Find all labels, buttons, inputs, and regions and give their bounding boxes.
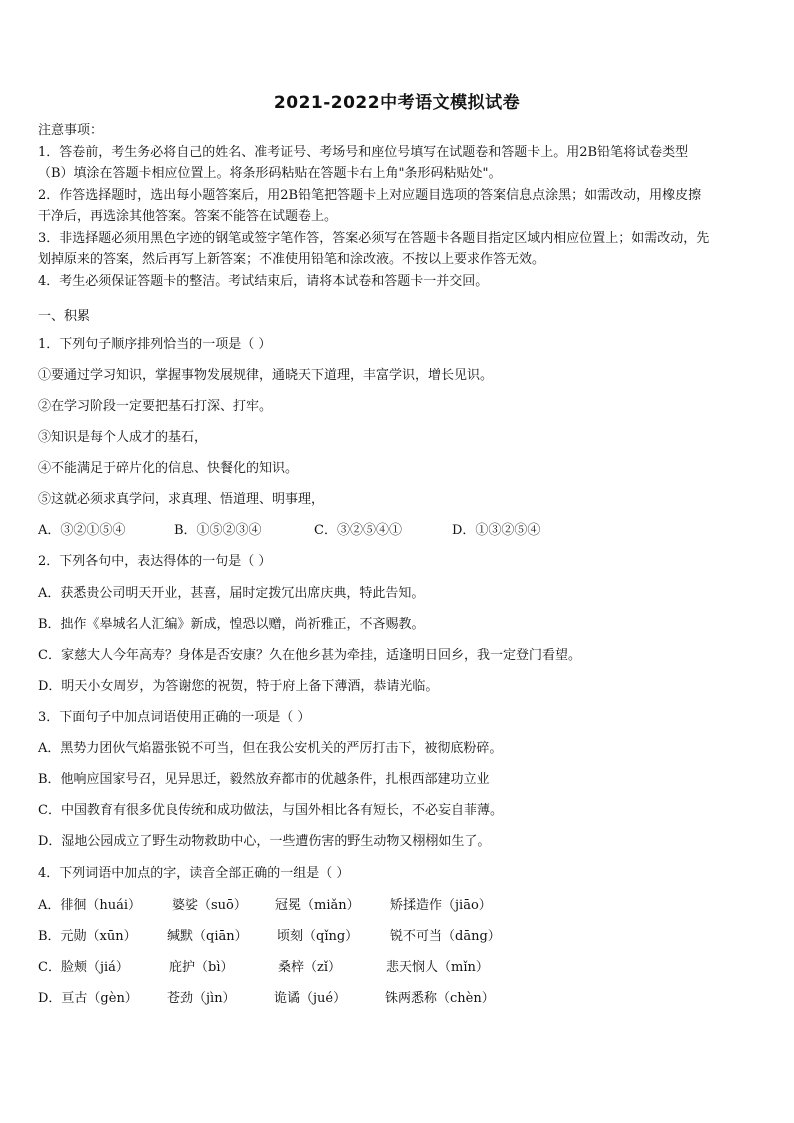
- notice-line: 划掉原来的答案，然后再写上新答案；不准使用铅笔和涂改液。不按以上要求作答无效。: [38, 252, 546, 267]
- word-item: 矫揉造作（jiāo）: [390, 898, 492, 913]
- section-heading: 一、积累: [38, 309, 91, 324]
- word-item: 锐不可当（dāng）: [390, 929, 501, 944]
- word-item: 顷刻（qǐng）: [277, 929, 359, 944]
- word-item: C．脸颊（jiá）: [38, 960, 129, 975]
- question-1-sentence: ④不能满足于碎片化的信息、快餐化的知识。: [38, 461, 299, 476]
- word-item: 桑梓（zǐ）: [278, 960, 342, 975]
- question-3-option-d: D．湿地公园成立了野生动物救助中心，一些遭伤害的野生动物又栩栩如生了。: [38, 834, 491, 849]
- word-item: 悲天悯人（mǐn）: [386, 960, 489, 975]
- question-1-sentence: ⑤这就必须求真学问，求真理、悟道理、明事理，: [38, 492, 325, 507]
- question-4-stem: 4．下列词语中加点的字，读音全部正确的一组是（ ）: [38, 866, 350, 881]
- notice-line: 1．答卷前，考生务必将自己的姓名、准考证号、考场号和座位号填写在试题卷和答题卡上。用2B铅笔将试卷类型: [38, 144, 689, 160]
- option-c: C．③②⑤④①: [314, 523, 402, 538]
- option-b: B．①⑤②③④: [174, 523, 262, 538]
- word-item: D．亘古（gèn）: [38, 991, 138, 1006]
- question-2-option-d: D．明天小女周岁，为答谢您的祝贺，特于府上备下薄酒，恭请光临。: [38, 679, 439, 694]
- question-2-stem: 2．下列各句中，表达得体的一句是（ ）: [38, 554, 272, 569]
- question-1-sentence: ③知识是每个人成才的基石，: [38, 430, 208, 445]
- notice-line: 干净后，再选涂其他答案。答案不能答在试题卷上。: [38, 209, 338, 224]
- question-3-option-c: C．中国教育有很多优良传统和成功做法，与国外相比各有短长，不必妄自菲薄。: [38, 803, 503, 818]
- word-item: 苍劲（jìn）: [167, 991, 236, 1006]
- word-item: 缄默（qiān）: [167, 929, 248, 944]
- word-item: B．元勋（xūn）: [38, 929, 137, 944]
- notice-block: [38, 120, 758, 292]
- notice-heading: 注意事项：: [38, 123, 104, 138]
- notice-line: 2．作答选择题时，选出每小题答案后，用2B铅笔把答题卡上对应题目选项的答案信息点涂黑；如需改动，用橡皮擦: [38, 187, 702, 203]
- word-item: 婆娑（suō）: [172, 898, 247, 913]
- notice-line: （B）填涂在答题卡相应位置上。将条形码粘贴在答题卡右上角"条形码粘贴处"。: [38, 166, 502, 181]
- word-item: A．徘徊（huái）: [38, 898, 142, 913]
- exam-title: 2021-2022中考语文模拟试卷: [273, 93, 521, 113]
- question-3-option-a: A．黑势力团伙气焰嚣张锐不可当，但在我公安机关的严厉打击下，被彻底粉碎。: [38, 741, 503, 756]
- question-1-stem: 1．下列句子顺序排列恰当的一项是（ ）: [38, 337, 272, 352]
- notice-line: 4．考生必须保证答题卡的整洁。考试结束后，请将本试卷和答题卡一并交回。: [38, 273, 489, 289]
- word-item: 庇护（bì）: [169, 960, 234, 975]
- question-1-sentence: ①要通过学习知识，掌握事物发展规律，通晓天下道理，丰富学识，增长见识。: [38, 368, 494, 383]
- option-d: D．①③②⑤④: [452, 523, 541, 538]
- notice-line: 3．非选择题必须用黑色字迹的钢笔或签字笔作答，答案必须写在答题卡各题目指定区域内相应位置上；如需改动，先: [38, 230, 710, 246]
- word-item: 诡谲（jué）: [274, 991, 347, 1006]
- question-1-sentence: ②在学习阶段一定要把基石打深、打牢。: [38, 399, 273, 414]
- question-2-option-c: C．家慈大人今年高寿？身体是否安康？久在他乡甚为牵挂，适逢明日回乡，我一定登门看望。: [38, 648, 581, 663]
- word-item: 铢两悉称（chèn）: [385, 991, 495, 1006]
- question-3-option-b: B．他响应国家号召，见异思迁，毅然放弃都市的优越条件，扎根西部建功立业: [38, 772, 490, 787]
- question-3-stem: 3．下面句子中加点词语使用正确的一项是（ ）: [38, 710, 311, 725]
- question-2-option-b: B．拙作《皋城名人汇编》新成，惶恐以赠，尚祈雅正，不吝赐教。: [38, 617, 425, 632]
- option-a: A．③②①⑤④: [38, 523, 126, 538]
- word-item: 冠冕（miǎn）: [275, 898, 360, 913]
- question-2-option-a: A．获悉贵公司明天开业，甚喜，届时定拨冗出席庆典，特此告知。: [38, 586, 425, 601]
